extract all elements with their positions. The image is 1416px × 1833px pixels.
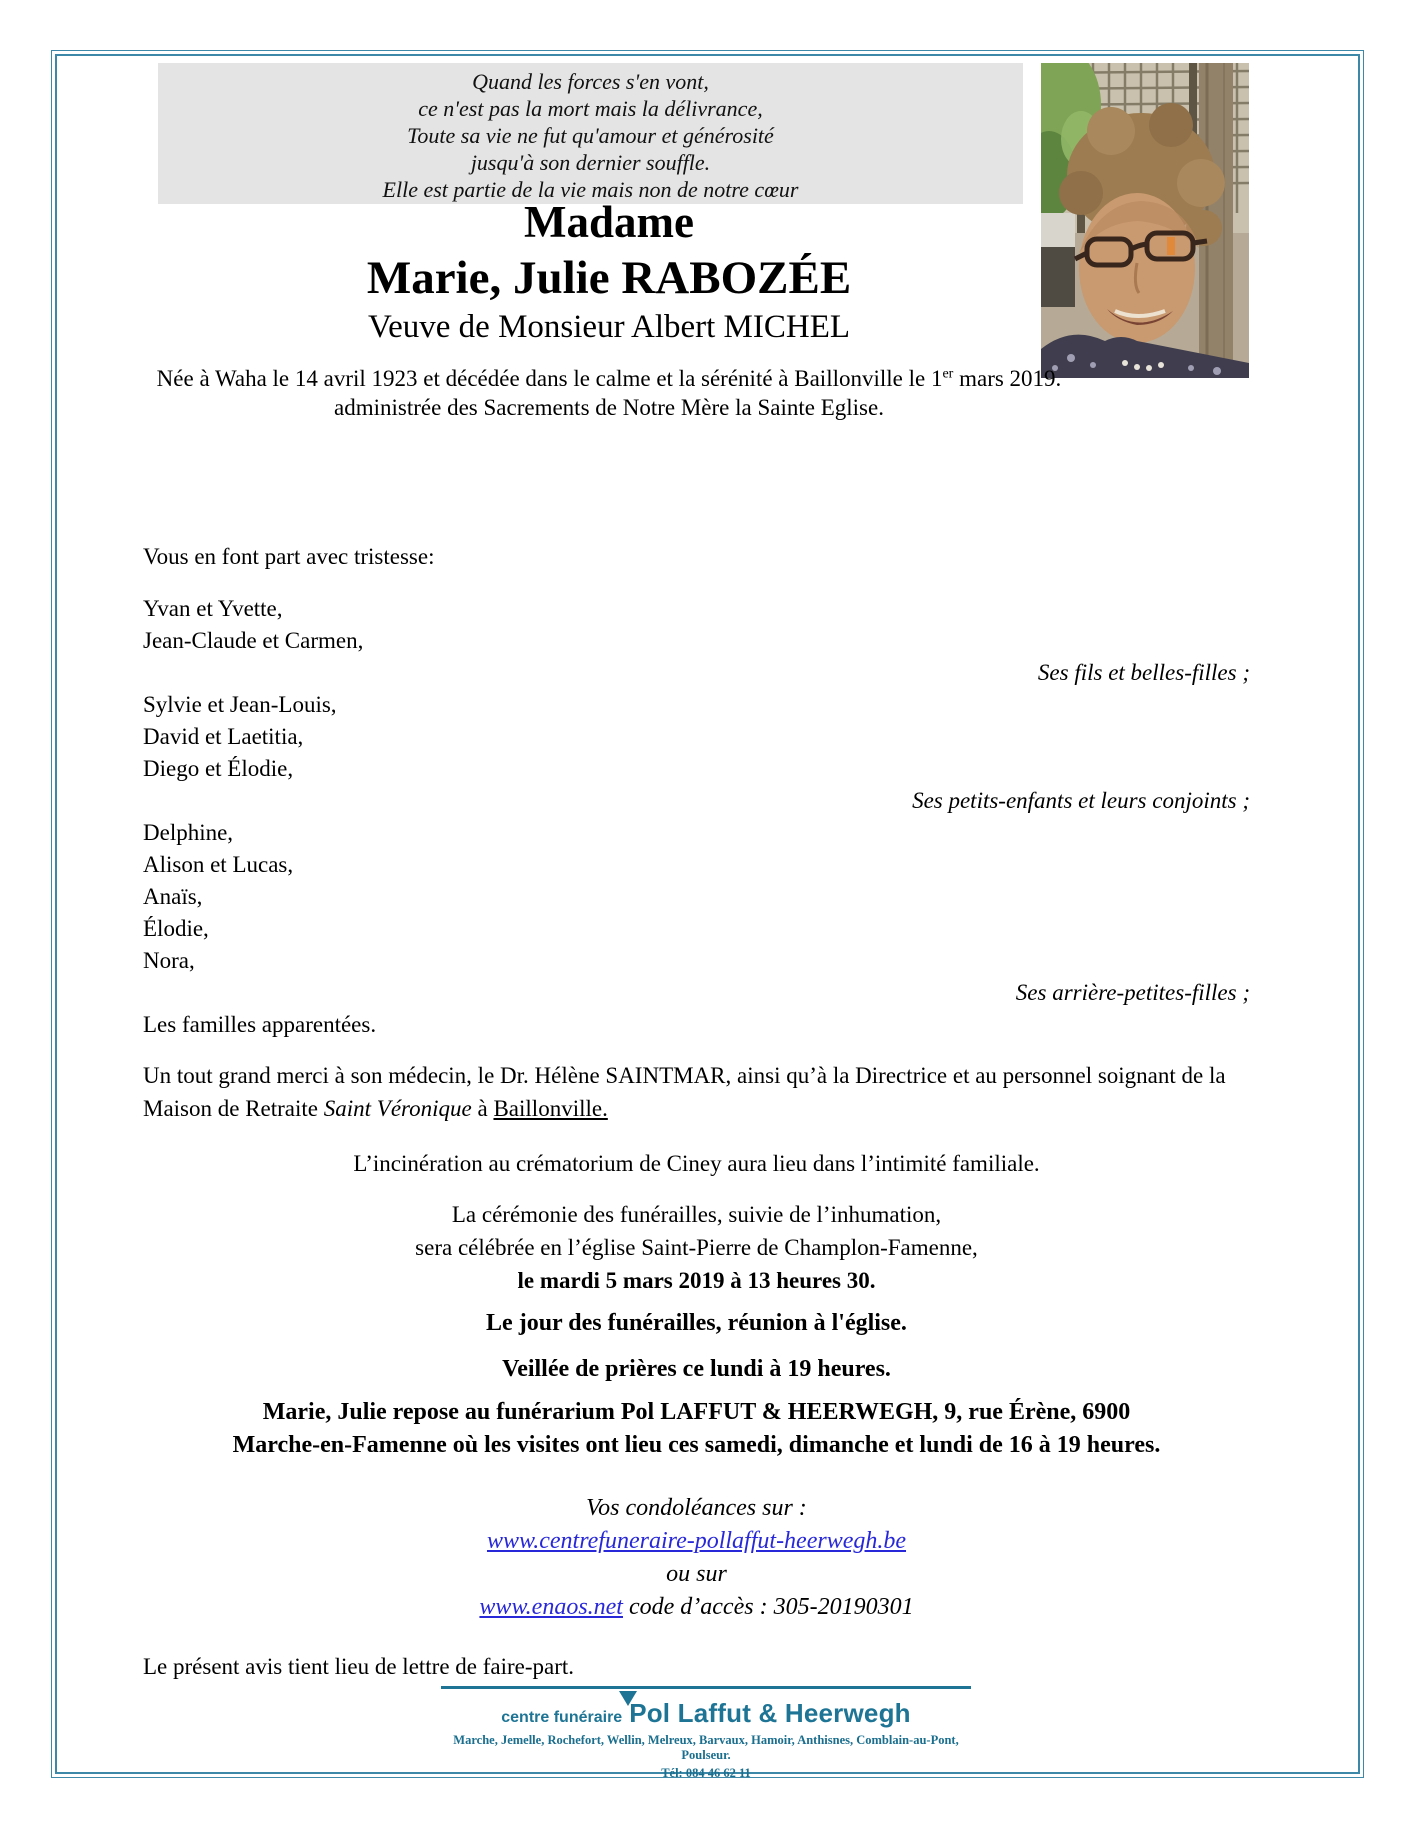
ordinal-superscript: er — [942, 366, 954, 382]
epitaph-line: Quand les forces s'en vont, — [472, 69, 709, 94]
family-name-line: Alison et Lucas, — [143, 852, 294, 877]
brand-large-text: Pol Laffut & Heerwegh — [629, 1698, 911, 1728]
birth-death-line — [143, 364, 1075, 393]
ceremony-line: sera célébrée en l’église Saint-Pierre de Champlon-Famenne, — [415, 1235, 978, 1260]
family-name-line: Delphine, — [143, 820, 234, 845]
birth-death-paragraph — [143, 364, 1075, 422]
announcement-body — [143, 540, 1250, 1683]
condolences-link-line — [143, 1525, 1250, 1558]
epitaph-line: Toute sa vie ne fut qu'amour et générosité — [407, 123, 774, 148]
place-underlined: Baillonville. — [493, 1096, 608, 1121]
ceremony-block — [143, 1198, 1250, 1297]
condolences-intro: Vos condoléances sur : — [586, 1495, 807, 1521]
birth-text: Née à Waha le 14 avril 1923 et décédée dans le calme et la sérénité à Baillonville le 1 — [156, 366, 943, 391]
family-name-line: Jean-Claude et Carmen, — [143, 628, 364, 653]
repose-line: Marche-en-Famenne où les visites ont lieu ces samedi, dimanche et lundi de 16 à 19 heures. — [232, 1432, 1161, 1458]
family-name-line: Diego et Élodie, — [143, 756, 294, 781]
family-name-line: David et Laetitia, — [143, 724, 304, 749]
vigil-line: Veillée de prières ce lundi à 19 heures. — [502, 1356, 891, 1382]
family-name-line: Anaïs, — [143, 884, 203, 909]
title-block — [143, 194, 1075, 422]
family-name-line: Nora, — [143, 948, 195, 973]
relationship-label: Ses arrière-petites-filles ; — [1015, 980, 1250, 1005]
relationship-label: Ses petits-enfants et leurs conjoints ; — [912, 788, 1250, 813]
ceremony-line: La cérémonie des funérailles, suivie de l’inhumation, — [451, 1202, 942, 1227]
thanks-text: à — [471, 1096, 494, 1121]
sacrements-line: administrée des Sacrements de Notre Mère la Sainte Eglise. — [334, 395, 884, 420]
deceased-name: Marie, Julie RABOZÉE — [366, 252, 852, 304]
notice-line: Le présent avis tient lieu de lettre de faire-part. — [143, 1654, 575, 1679]
death-date-text: mars 2019. — [953, 366, 1062, 391]
cremation-line: L’incinération au crématorium de Ciney aura lieu dans l’intimité familiale. — [353, 1151, 1040, 1176]
facility-name: Saint Véronique — [323, 1096, 472, 1121]
reunion-line: Le jour des funérailles, réunion à l'église. — [486, 1310, 907, 1336]
condolences-block — [143, 1492, 1250, 1624]
announcement-intro: Vous en font part avec tristesse: — [143, 544, 435, 569]
triangle-marker-icon — [619, 1691, 637, 1706]
family-name-line: Yvan et Yvette, — [143, 596, 283, 621]
ceremony-datetime: le mardi 5 mars 2019 à 13 heures 30. — [517, 1268, 876, 1293]
footer-cities: Marche, Jemelle, Rochefort, Wellin, Melreux, Barvaux, Hamoir, Anthisnes, Comblain-au-Pont, Poulseur. — [453, 1733, 959, 1762]
family-name-line: Sylvie et Jean-Louis, — [143, 692, 337, 717]
footer-phone: Tél: 084 46 62 11 — [661, 1766, 751, 1780]
funeral-home-footer — [441, 1686, 971, 1781]
enaos-line — [143, 1591, 1250, 1624]
thanks-text: Un tout grand merci à son médecin, le Dr. Hélène SAINTMAR, ainsi qu’à la Directrice et au personnel soignant de la Maison de Retraite — [143, 1063, 1226, 1121]
or-line: ou sur — [666, 1561, 727, 1587]
thanks-paragraph — [143, 1059, 1250, 1125]
repose-paragraph — [143, 1396, 1250, 1462]
funeral-home-website-link[interactable]: www.centrefuneraire-pollaffut-heerwegh.be — [486, 1528, 907, 1554]
widow-line: Veuve de Monsieur Albert MICHEL — [367, 309, 851, 345]
enaos-website-link[interactable]: www.enaos.net — [479, 1594, 623, 1620]
epitaph-line: jusqu'à son dernier souffle. — [470, 150, 711, 175]
families-line: Les familles apparentées. — [143, 1012, 377, 1037]
repose-line: Marie, Julie repose au funérarium Pol LAFFUT & HEERWEGH, 9, rue Érène, 6900 — [262, 1399, 1131, 1425]
epitaph-line: Elle est partie de la vie mais non de notre cœur — [382, 177, 799, 202]
title-prefix: Madame — [524, 197, 694, 247]
brand-small-text: centre funéraire — [501, 1709, 623, 1726]
family-name-line: Élodie, — [143, 916, 209, 941]
relationship-label: Ses fils et belles-filles ; — [1037, 660, 1250, 685]
funeral-home-logo — [441, 1698, 971, 1729]
access-code-text: code d’accès : 305-20190301 — [622, 1594, 914, 1620]
decorative-frame — [55, 54, 1360, 1780]
epitaph-quote-box — [158, 63, 1023, 204]
epitaph-line: ce n'est pas la mort mais la délivrance, — [418, 96, 763, 121]
